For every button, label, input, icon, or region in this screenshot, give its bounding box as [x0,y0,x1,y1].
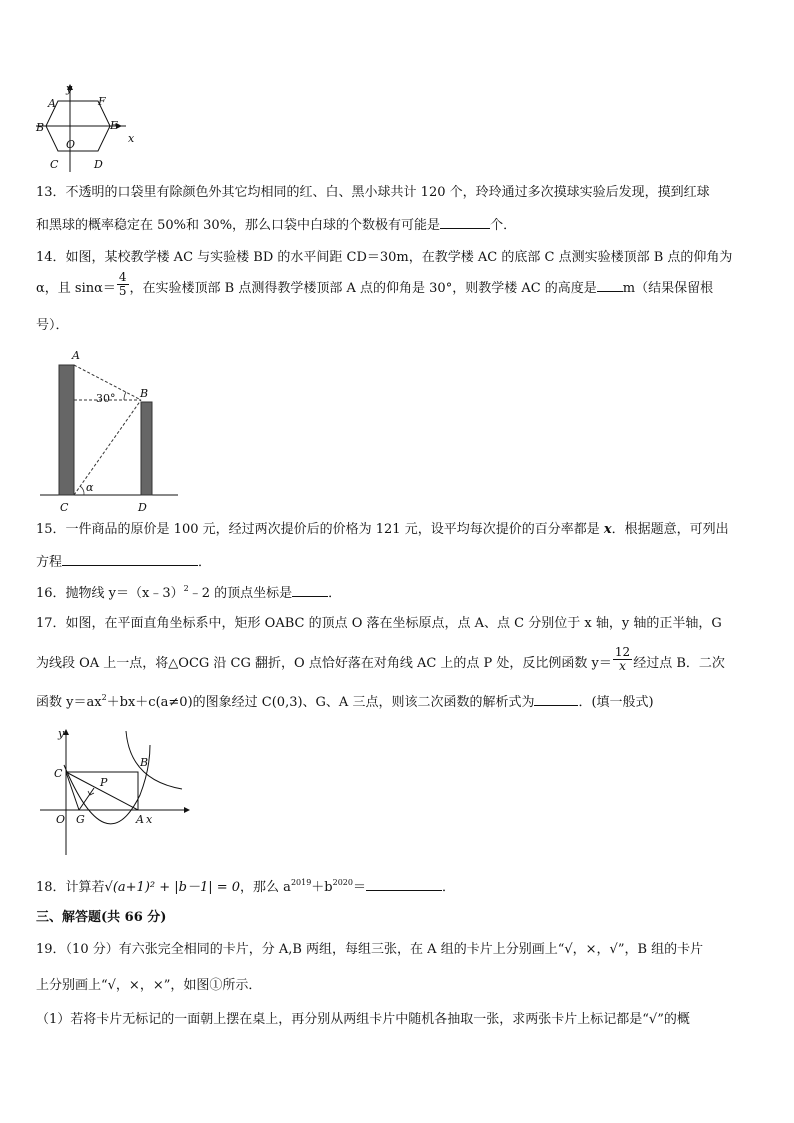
q18-sup2: 2020 [332,878,353,887]
q14-line2 [36,270,714,298]
q16-end: ． [328,586,342,601]
hex-label-b: B [36,121,45,134]
hex-label-d: D [94,158,103,171]
coord-label-g: G [76,813,85,826]
bld-label-a: A [72,349,80,362]
q18-plus: ＋b [311,880,333,895]
q18-eq: ＝ [352,880,366,895]
bld-label-b: B [140,387,149,400]
bld-label-c: C [60,501,69,514]
q17-text-d: ＋bx＋c(a≠0)的图象经过 C(0,3)、G、A 三点，则该二次函数的解析式为 [106,695,535,710]
q13-answer-blank[interactable] [440,216,490,229]
hex-label-x: x [128,132,135,145]
coord-label-b: B [140,756,149,769]
q14-text-c: m（结果保留根 [622,281,714,296]
q17-frac-den: x [619,659,626,673]
q16-answer-blank[interactable] [292,584,328,597]
q16-line [36,584,341,602]
hexagon-figure [30,80,150,175]
q18-text-a: 18．计算若 [36,880,105,895]
q17-frac-num: 12 [614,645,631,659]
q15-end: ． [198,555,212,570]
q16-sup: 2 [183,584,189,593]
q17-line2 [36,645,725,673]
q17-line1: 17．如图，在平面直角坐标系中，矩形 OABC 的顶点 O 落在坐标原点，点 A、点 C 分别位于 x 轴，y 轴的正半轴，G [36,616,722,631]
q19-line1: 19．（10 分）有六张完全相同的卡片，分 A,B 两组，每组三张，在 A 组的卡片上分别画上“√，×，√”，B 组的卡片 [36,942,704,957]
coord-label-x: x [146,813,153,826]
q16-text-a: 16．抛物线 y＝（x﹣3） [36,586,184,601]
q15-text-a: 15．一件商品的原价是 100 元，经过两次提价后的价格为 121 元，设平均每次提价的百分率都是 [36,522,604,537]
bld-label-alpha: α [86,481,94,494]
q14-fraction [117,271,129,298]
q17-line3 [36,693,654,711]
q14-frac-num: 4 [118,270,127,284]
q16-text-b: ﹣2 的顶点坐标是 [188,586,293,601]
q17-text-a: 为线段 OA 上一点，将△OCG 沿 CG 翻折，O 点恰好落在对角线 AC 上的点 P 处，反比例函数 y＝ [36,656,612,671]
q15-line1 [36,522,729,538]
bld-label-d: D [138,501,147,514]
coordinate-figure [36,725,196,860]
q15-var-x: x [603,522,612,537]
hex-label-a: A [48,97,56,110]
q17-answer-blank[interactable] [534,693,578,706]
q14-frac-den: 5 [118,284,127,298]
buildings-figure [36,345,186,515]
q18-formula: √(a+1)² + |b－1| = 0 [104,880,241,895]
q15-text-c: 方程 [36,555,63,570]
coord-label-c: C [54,767,63,780]
q18-end: ． [442,880,456,895]
q14-answer-blank[interactable] [597,279,623,292]
q15-answer-blank[interactable] [62,553,198,566]
q18-answer-blank[interactable] [366,878,442,891]
q15-line2 [36,553,211,571]
coord-label-p: P [100,776,108,789]
q18-text-b: ，那么 a [240,880,291,895]
q19-line3: （1）若将卡片无标记的一面朝上摆在桌上，再分别从两组卡片中随机各抽取一张，求两张卡片上标记都是“√”的概 [36,1012,690,1027]
q14-line3: 号）． [36,318,69,333]
bld-label-30deg: 30° [96,392,116,405]
q18-line [36,878,455,896]
hex-label-o: O [66,138,76,151]
q17-text-c: 函数 y＝ax [36,695,102,710]
hex-label-e: E [110,119,119,132]
coord-label-a: A [136,813,144,826]
section-heading: 三、解答题(共 66 分) [36,910,167,925]
q17-end: ．(填一般式) [578,695,654,710]
q14-text-a: α，且 sinα＝ [36,281,116,296]
hex-label-f: F [98,95,106,108]
q17-fraction [613,646,632,673]
hex-label-c: C [50,158,59,171]
hex-label-y: y [66,82,73,95]
q13-end: 个． [490,218,517,233]
q17-sup: 2 [101,693,107,702]
q17-text-b: 经过点 B．二次 [633,656,725,671]
q19-line2: 上分别画上“√，×，×”，如图①所示． [36,978,262,993]
q15-text-b: ．根据题意，可列出 [611,522,729,537]
q13-line1: 13．不透明的口袋里有除颜色外其它均相同的红、白、黑小球共计 120 个，玲玲通过多次摸球实验后发现，摸到红球 [36,185,710,200]
q13-text: 和黑球的概率稳定在 50%和 30%，那么口袋中白球的个数极有可能是 [36,218,441,233]
q18-sup1: 2019 [290,878,312,887]
q13-line2 [36,216,516,234]
coord-label-o: O [56,813,66,826]
q14-line1: 14．如图，某校教学楼 AC 与实验楼 BD 的水平间距 CD＝30m，在教学楼 AC 的底部 C 点测实验楼顶部 B 点的仰角为 [36,250,733,265]
q14-text-b: ，在实验楼顶部 B 点测得教学楼顶部 A 点的仰角是 30°，则教学楼 AC 的高度是 [129,281,597,296]
coord-label-y: y [58,727,65,740]
